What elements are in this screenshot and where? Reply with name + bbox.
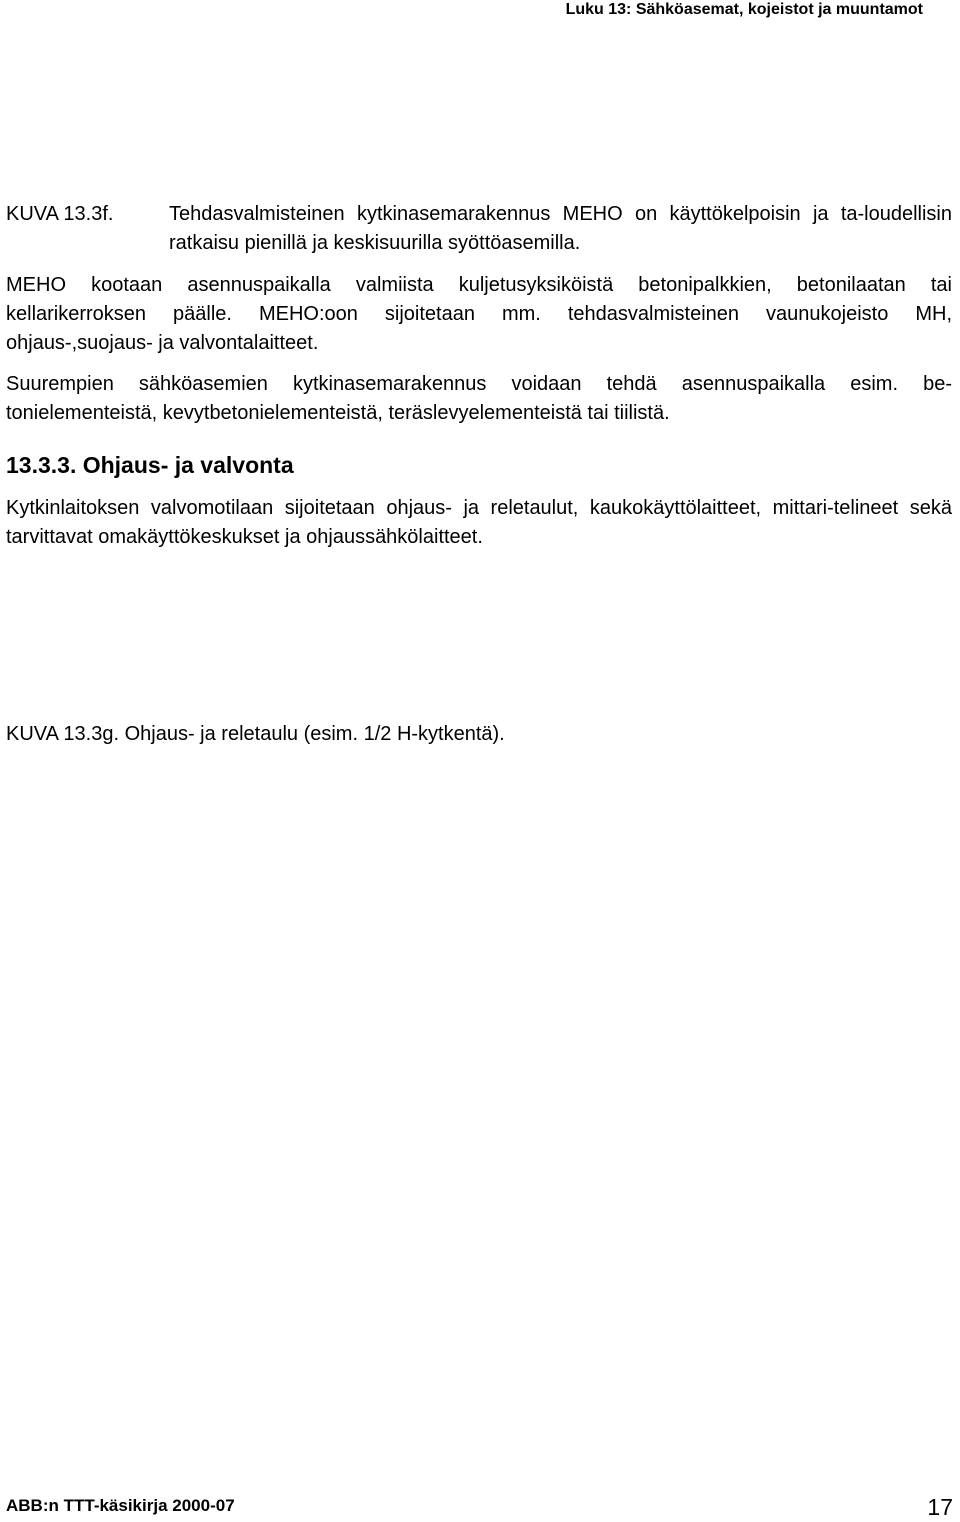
figure-caption-text: Tehdasvalmisteinen kytkinasemarakennus MEHO on käyttökelpoisin ja ta-loudellisin ratkaisu pienillä ja keskisuurilla syöttöasemilla. [169, 203, 952, 254]
section-heading: 13.3.3. Ohjaus- ja valvonta [6, 452, 294, 478]
footer-publication: ABB:n TTT-käsikirja 2000-07 [6, 1496, 235, 1515]
paragraph-larger-substations: Suurempien sähköasemien kytkinasemarakennus voidaan tehdä asennuspaikalla esim. be-tonielementeistä, kevytbetonielementeistä, teräslevyelementeistä tai tiilistä. [6, 373, 952, 424]
chapter-header-title: Luku 13: Sähköasemat, kojeistot ja muuntamot [565, 1, 923, 18]
figure-number: KUVA 13.3f. [6, 203, 114, 225]
figure-caption-13-3g: KUVA 13.3g. Ohjaus- ja reletaulu (esim. 1/2 H-kytkentä). [6, 723, 505, 745]
page-number: 17 [927, 1494, 953, 1520]
paragraph-control-room: Kytkinlaitoksen valvomotilaan sijoitetaan ohjaus- ja reletaulut, kaukokäyttölaitteet, mittari-telineet sekä tarvittavat omakäyttökeskukset ja ohjaussähkölaitteet. [6, 497, 952, 548]
figure-caption-13-3f [6, 200, 952, 258]
paragraph-meho-assembly: MEHO kootaan asennuspaikalla valmiista kuljetusyksiköistä betonipalkkien, betonilaatan tai kellarikerroksen päälle. MEHO:oon sijoitetaan mm. tehdasvalmisteinen vaunukojeisto MH, ohjaus-,suojaus- ja valvontalaitteet. [6, 274, 952, 354]
